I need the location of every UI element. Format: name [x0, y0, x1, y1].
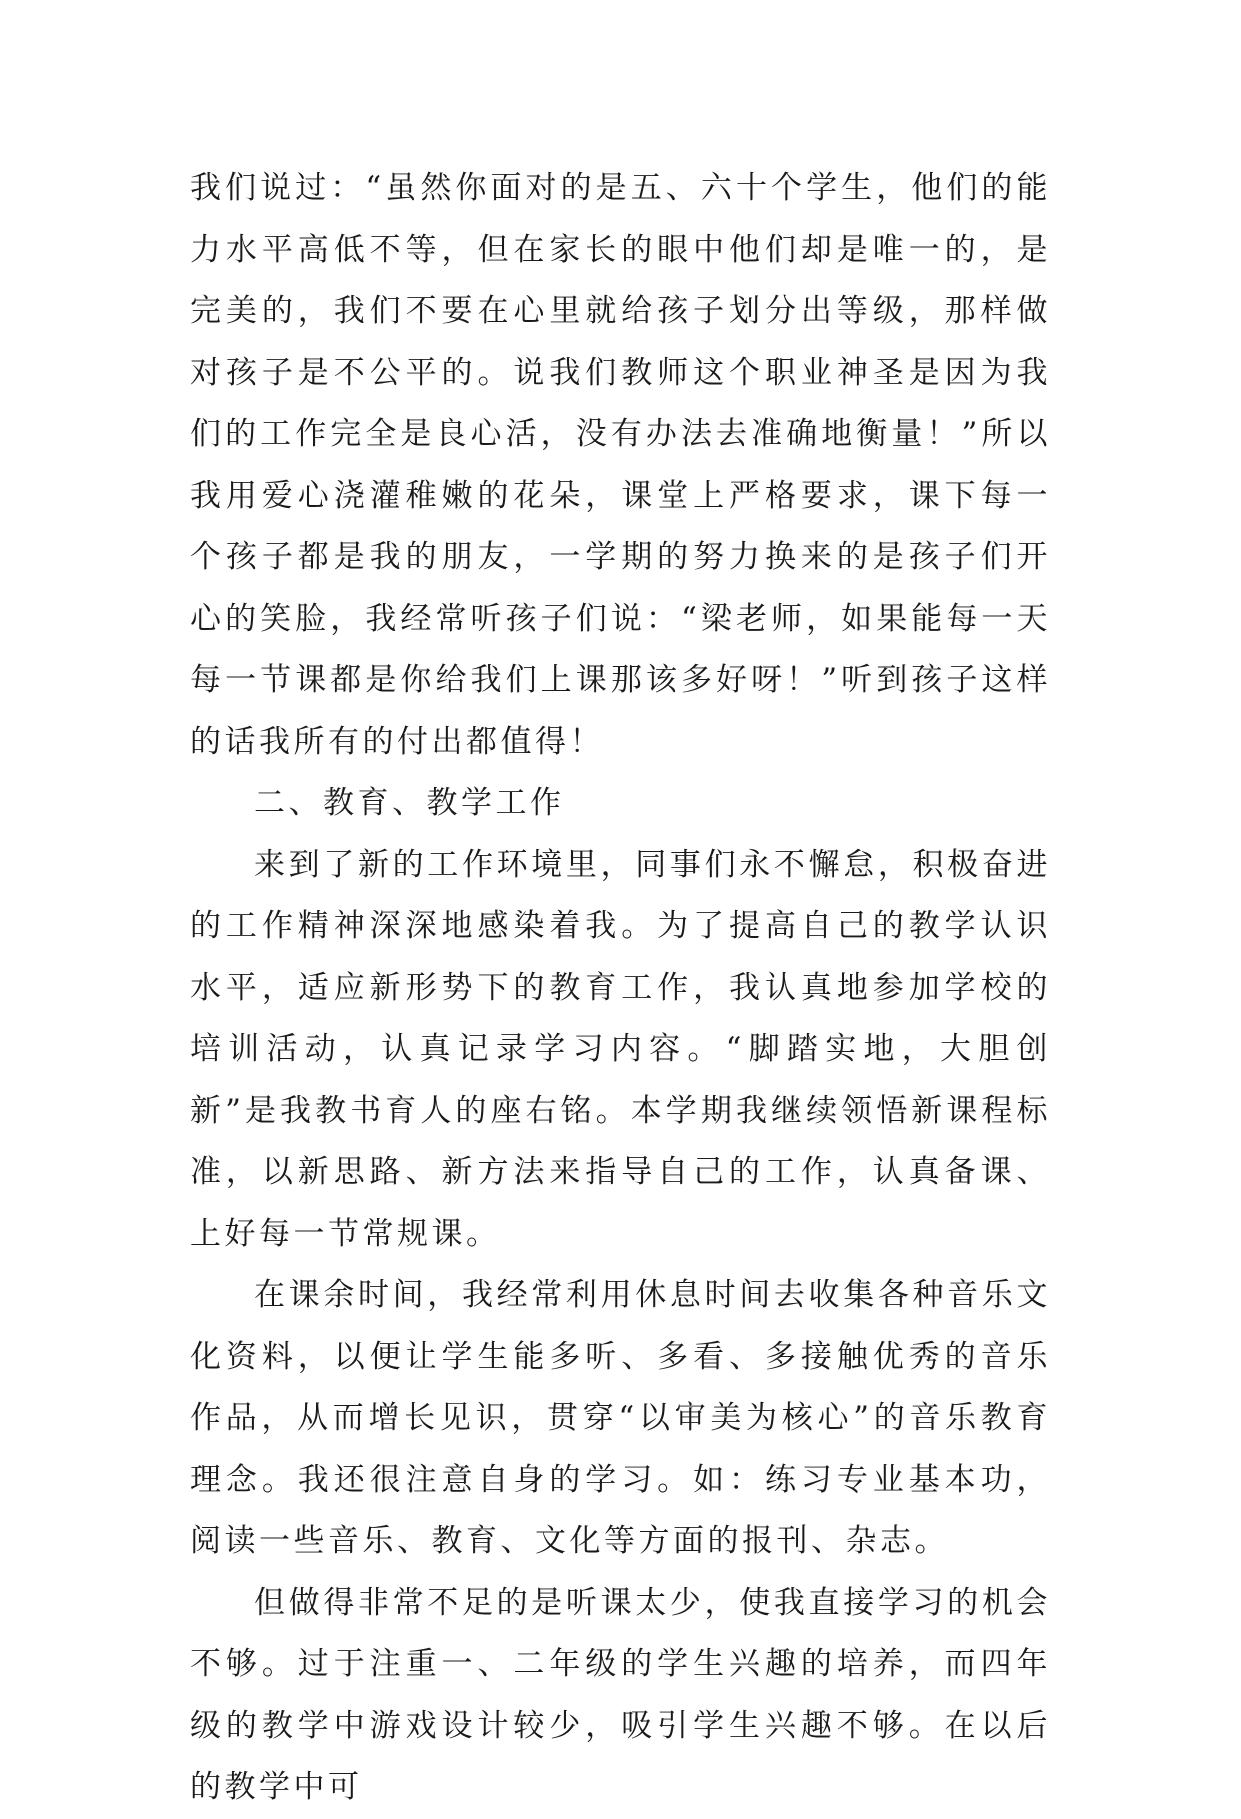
paragraph: 在课余时间，我经常利用休息时间去收集各种音乐文化资料，以便让学生能多听、多看、多接触优秀的音乐作品，从而增长见识，贯穿“以审美为核心”的音乐教育理念。我还很注意自身的学习。如：练习专业基本功，阅读一些音乐、教育、文化等方面的报刊、杂志。 [190, 1277, 1051, 1559]
section-heading: 二、教育、教学工作 [254, 785, 565, 821]
paragraph: 我们说过：“虽然你面对的是五、六十个学生，他们的能力水平高低不等，但在家长的眼中他们却是唯一的，是完美的，我们不要在心里就给孩子划分出等级，那样做对孩子是不公平的。说我们教师这个职业神圣是因为我们的工作完全是良心活，没有办法去准确地衡量！”所以我用爱心浇灌稚嫩的花朵，课堂上严格要求，课下每一个孩子都是我的朋友，一学期的努力换来的是孩子们开心的笑脸，我经常听孩子们说：“梁老师，如果能每一天每一节课都是你给我们上课那该多好呀！”听到孩子这样的话我所有的付出都值得！ [190, 170, 1051, 760]
paragraph: 来到了新的工作环境里，同事们永不懈怠，积极奋进的工作精神深深地感染着我。为了提高自己的教学认识水平，适应新形势下的教育工作，我认真地参加学校的培训活动，认真记录学习内容。“脚踏实地，大胆创新”是我教书育人的座右铭。本学期我继续领悟新课程标准，以新思路、新方法来指导自己的工作，认真备课、上好每一节常规课。 [190, 846, 1051, 1252]
paragraph: 但做得非常不足的是听课太少，使我直接学习的机会不够。过于注重一、二年级的学生兴趣的培养，而四年级的教学中游戏设计较少，吸引学生兴趣不够。在以后的教学中可 [190, 1584, 1051, 1805]
document-body [190, 158, 1051, 1819]
